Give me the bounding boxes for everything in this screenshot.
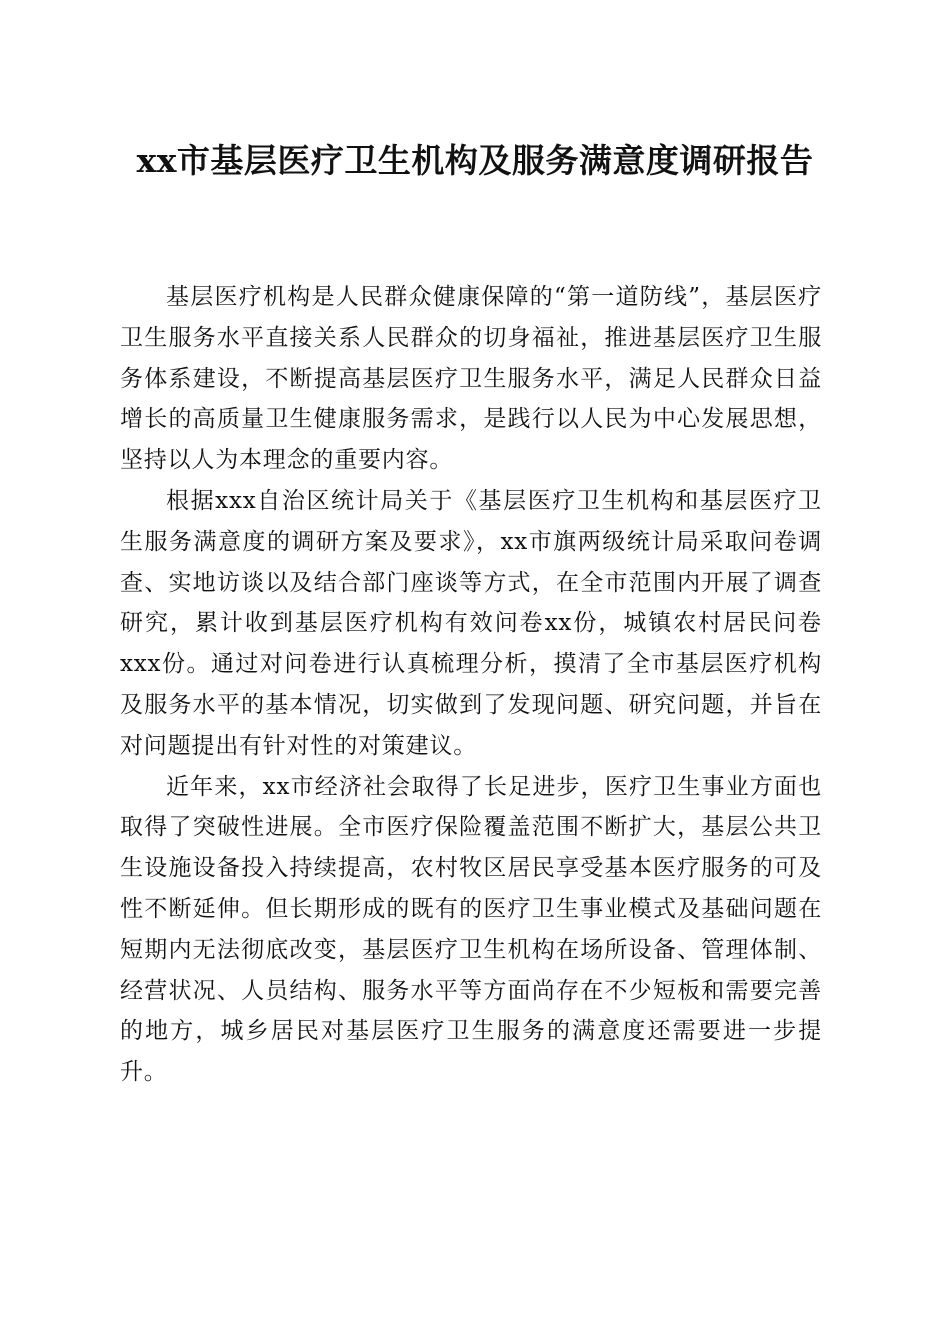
document-title: xx市基层医疗卫生机构及服务满意度调研报告	[136, 141, 814, 180]
body-paragraph-3: 近年来，xx市经济社会取得了长足进步，医疗卫生事业方面也取得了突破性进展。全市医疗保险覆盖范围不断扩大，基层公共卫生设施设备投入持续提高，农村牧区居民享受基本医疗服务的可及性不断延伸。但长期形成的既有的医疗卫生事业模式及基础问题在短期内无法彻底改变，基层医疗卫生机构在场所设备、管理体制、经营状况、人员结构、服务水平等方面尚存在不少短板和需要完善的地方，城乡居民对基层医疗卫生服务的满意度还需要进一步提升。	[120, 773, 822, 1086]
document-body	[120, 277, 822, 1093]
body-paragraph-1: 基层医疗机构是人民群众健康保障的“第一道防线”，基层医疗卫生服务水平直接关系人民群众的切身福祉，推进基层医疗卫生服务体系建设，不断提高基层医疗卫生服务水平，满足人民群众日益增长的高质量卫生健康服务需求，是践行以人民为中心发展思想，坚持以人为本理念的重要内容。	[120, 284, 822, 474]
body-paragraph-2: 根据xxx自治区统计局关于《基层医疗卫生机构和基层医疗卫生服务满意度的调研方案及要求》，xx市旗两级统计局采取问卷调查、实地访谈以及结合部门座谈等方式，在全市范围内开展了调查研究，累计收到基层医疗机构有效问卷xx份，城镇农村居民问卷xxx份。通过对问卷进行认真梳理分析，摸清了全市基层医疗机构及服务水平的基本情况，切实做到了发现问题、研究问题，并旨在对问题提出有针对性的对策建议。	[120, 487, 822, 759]
